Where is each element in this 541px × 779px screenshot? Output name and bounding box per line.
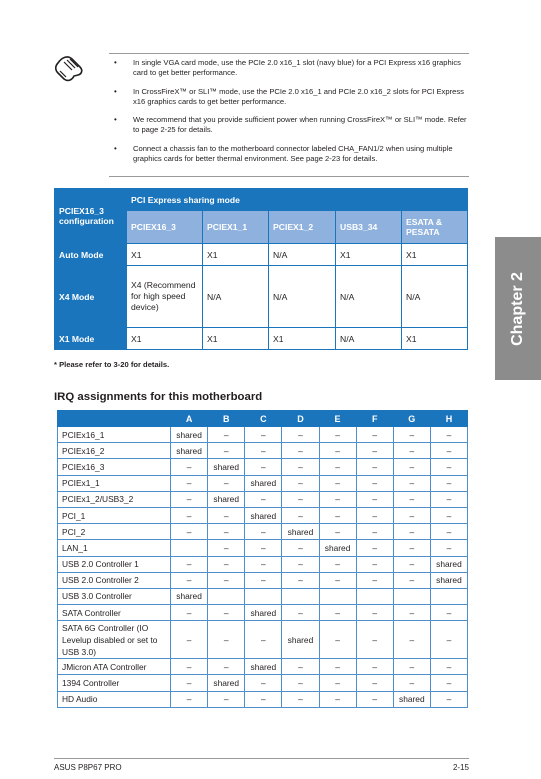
sharing-column-header: ESATA & PESATA [402,211,468,244]
irq-cell: – [282,427,319,443]
irq-cell: shared [208,675,245,691]
irq-cell: shared [430,556,467,572]
irq-cell: – [356,621,393,659]
note-top-rule [109,53,469,54]
footer-page-number: 2-15 [452,763,469,772]
note-bottom-rule [109,176,469,177]
irq-cell: shared [282,621,319,659]
irq-cell: – [245,524,282,540]
irq-device-name: PCI_2 [58,524,171,540]
sharing-footnote: * Please refer to 3-20 for details. [54,360,170,369]
irq-cell: – [245,675,282,691]
irq-cell: – [171,507,208,523]
sharing-column-header: PCIEX1_1 [203,211,269,244]
irq-cell: – [171,572,208,588]
footer-rule [54,758,469,759]
irq-section-title: IRQ assignments for this motherboard [54,391,263,403]
irq-cell: – [319,691,356,707]
irq-cell: – [208,475,245,491]
sharing-cell: X1 [203,328,269,350]
irq-cell: – [245,540,282,556]
irq-cell [282,588,319,604]
irq-table-row [58,556,468,572]
irq-table-row [58,475,468,491]
irq-cell: – [393,621,430,659]
irq-cell: – [282,491,319,507]
irq-cell [245,588,282,604]
irq-cell: – [319,427,356,443]
irq-cell: shared [171,588,208,604]
irq-table-row [58,621,468,659]
irq-cell: – [356,459,393,475]
irq-cell: – [430,524,467,540]
footer-product-name: ASUS P8P67 PRO [54,763,122,772]
irq-cell: – [171,524,208,540]
sharing-cell: N/A [269,244,336,266]
irq-cell: – [282,691,319,707]
irq-cell: – [171,556,208,572]
irq-table-row [58,459,468,475]
sharing-cell: N/A [269,266,336,328]
irq-cell: – [245,491,282,507]
pcie-sharing-table [54,188,468,350]
irq-cell: – [208,659,245,675]
irq-cell [393,588,430,604]
irq-cell: shared [393,691,430,707]
irq-cell: – [282,459,319,475]
irq-table-row [58,659,468,675]
irq-device-name: LAN_1 [58,540,171,556]
irq-column-header: C [245,411,282,427]
irq-cell: – [430,659,467,675]
sharing-mode-header: PCI Express sharing mode [127,189,468,211]
irq-cell: – [393,459,430,475]
irq-cell: – [393,507,430,523]
irq-cell: – [319,659,356,675]
irq-cell: – [356,475,393,491]
irq-cell: – [430,443,467,459]
irq-cell: – [356,556,393,572]
irq-cell: shared [245,659,282,675]
irq-cell: shared [282,524,319,540]
irq-device-name: PCI_1 [58,507,171,523]
irq-column-header: A [171,411,208,427]
irq-device-name: USB 2.0 Controller 1 [58,556,171,572]
irq-device-name: PCIEx1_2/USB3_2 [58,491,171,507]
irq-cell: – [282,572,319,588]
irq-cell: – [282,475,319,491]
irq-device-name: HD Audio [58,691,171,707]
irq-cell: – [208,572,245,588]
irq-cell: shared [245,507,282,523]
note-item: • Connect a chassis fan to the motherboard connector labeled CHA_FAN1/2 when using multiple graphics cards for better thermal environment. See page 2-23 for details. [112,144,470,164]
irq-cell: – [319,605,356,621]
irq-device-name: SATA Controller [58,605,171,621]
irq-table-row [58,507,468,523]
irq-cell: – [356,427,393,443]
irq-cell: shared [171,443,208,459]
sharing-column-header: USB3_34 [336,211,402,244]
irq-device-name: JMicron ATA Controller [58,659,171,675]
irq-cell: – [356,540,393,556]
irq-cell: – [356,691,393,707]
irq-device-name: USB 3.0 Controller [58,588,171,604]
irq-cell: – [245,556,282,572]
irq-cell: shared [319,540,356,556]
irq-device-name: USB 2.0 Controller 2 [58,572,171,588]
irq-cell: – [430,675,467,691]
irq-cell: – [356,605,393,621]
irq-cell [208,588,245,604]
sharing-cell: X1 [127,328,203,350]
irq-table-row [58,540,468,556]
irq-table-row [58,524,468,540]
irq-table-row [58,691,468,707]
sharing-cell: N/A [336,266,402,328]
sharing-cell: X1 [269,328,336,350]
irq-column-header: G [393,411,430,427]
irq-device-name: PCIEx16_1 [58,427,171,443]
irq-cell: – [356,659,393,675]
irq-cell: – [393,524,430,540]
irq-table-row [58,491,468,507]
irq-cell: – [208,556,245,572]
irq-cell: – [319,572,356,588]
chapter-side-tab [495,237,541,380]
irq-column-header: F [356,411,393,427]
irq-cell: – [208,443,245,459]
irq-cell: – [319,507,356,523]
irq-cell: – [319,524,356,540]
irq-cell: – [393,540,430,556]
irq-cell: shared [208,491,245,507]
irq-cell: – [393,572,430,588]
irq-device-name: SATA 6G Controller (IO Levelup disabled or set to USB 3.0) [58,621,171,659]
irq-cell: – [282,605,319,621]
irq-cell: – [393,475,430,491]
note-item: • In CrossFireX™ or SLI™ mode, use the PCIe 2.0 x16_1 and PCIe 2.0 x16_2 slots for PCI Express x16 graphics cards to get better performance. [112,87,470,107]
irq-cell: – [171,491,208,507]
irq-column-header: E [319,411,356,427]
irq-cell: – [282,507,319,523]
irq-cell: – [282,556,319,572]
sharing-cell: N/A [203,266,269,328]
sharing-cell: X4 (Recommend for high speed device) [127,266,203,328]
irq-cell: – [430,691,467,707]
sharing-cell: X1 [203,244,269,266]
irq-cell [171,540,208,556]
irq-cell: – [430,621,467,659]
irq-cell: – [171,459,208,475]
irq-cell: – [208,524,245,540]
irq-column-header: D [282,411,319,427]
sharing-row [55,266,468,328]
irq-cell: shared [208,459,245,475]
irq-cell: shared [245,605,282,621]
irq-cell: – [208,691,245,707]
irq-cell: – [208,427,245,443]
irq-column-header: B [208,411,245,427]
irq-cell: – [319,556,356,572]
irq-cell: – [319,475,356,491]
irq-cell: – [208,540,245,556]
note-item: • We recommend that you provide sufficient power when running CrossFireX™ or SLI™ mode. Refer to page 2-25 for details. [112,115,470,135]
sharing-cell: X1 [402,328,468,350]
irq-cell: – [393,659,430,675]
irq-table-body [58,427,468,708]
irq-cell: shared [171,427,208,443]
irq-device-name: 1394 Controller [58,675,171,691]
irq-table-row [58,443,468,459]
irq-cell: – [282,675,319,691]
irq-device-name: PCIEx16_2 [58,443,171,459]
irq-cell: – [393,427,430,443]
irq-header-row [58,411,468,427]
irq-cell: – [393,491,430,507]
sharing-row [55,328,468,350]
irq-cell: shared [430,572,467,588]
irq-table-row [58,675,468,691]
irq-table-row [58,427,468,443]
irq-cell: – [356,491,393,507]
irq-cell [319,588,356,604]
irq-cell: – [282,659,319,675]
irq-cell [430,588,467,604]
irq-cell: – [356,524,393,540]
irq-cell: – [393,675,430,691]
irq-cell: – [171,475,208,491]
sharing-row [55,244,468,266]
irq-cell: – [393,605,430,621]
irq-table-row [58,572,468,588]
sharing-row-label: Auto Mode [55,244,127,266]
irq-cell: – [171,659,208,675]
irq-cell: – [171,675,208,691]
irq-cell: – [319,675,356,691]
irq-column-header: H [430,411,467,427]
irq-cell: – [356,507,393,523]
irq-cell: – [319,491,356,507]
irq-cell: – [430,491,467,507]
irq-cell: shared [245,475,282,491]
irq-cell: – [319,443,356,459]
note-item: • In single VGA card mode, use the PCIe 2.0 x16_1 slot (navy blue) for a PCI Express x16 graphics card to get better performance. [112,58,470,78]
irq-table-row [58,605,468,621]
sharing-row-label: X1 Mode [55,328,127,350]
sharing-cell: N/A [336,328,402,350]
irq-cell: – [245,572,282,588]
irq-cell: – [430,459,467,475]
irq-cell: – [430,507,467,523]
sharing-cell: X1 [336,244,402,266]
irq-cell: – [208,605,245,621]
irq-table [57,410,468,708]
irq-cell: – [319,459,356,475]
irq-table-row [58,588,468,604]
irq-cell: – [245,443,282,459]
irq-cell: – [171,691,208,707]
irq-cell: – [393,556,430,572]
sharing-cell: X1 [127,244,203,266]
irq-device-header [58,411,171,427]
irq-cell: – [430,427,467,443]
sharing-cell: N/A [402,266,468,328]
irq-cell: – [245,621,282,659]
config-header: PCIEX16_3 configuration [55,189,127,244]
chapter-tab-label: Chapter 2 [509,271,526,346]
sharing-row-label: X4 Mode [55,266,127,328]
note-list [112,58,470,172]
irq-cell: – [356,675,393,691]
irq-cell: – [245,459,282,475]
sharing-column-header: PCIEX16_3 [127,211,203,244]
irq-cell: – [430,540,467,556]
irq-cell: – [245,427,282,443]
irq-cell: – [208,507,245,523]
irq-cell: – [245,691,282,707]
irq-cell: – [319,621,356,659]
irq-cell: – [171,605,208,621]
irq-cell: – [356,572,393,588]
irq-cell [356,588,393,604]
irq-cell: – [430,605,467,621]
irq-cell: – [282,443,319,459]
irq-cell: – [171,621,208,659]
sharing-column-header: PCIEX1_2 [269,211,336,244]
irq-cell: – [430,475,467,491]
irq-device-name: PCIEx1_1 [58,475,171,491]
irq-cell: – [282,540,319,556]
irq-cell: – [356,443,393,459]
irq-device-name: PCIEx16_3 [58,459,171,475]
irq-cell: – [393,443,430,459]
sharing-cell: X1 [402,244,468,266]
hand-note-icon [52,49,90,89]
irq-cell: – [208,621,245,659]
